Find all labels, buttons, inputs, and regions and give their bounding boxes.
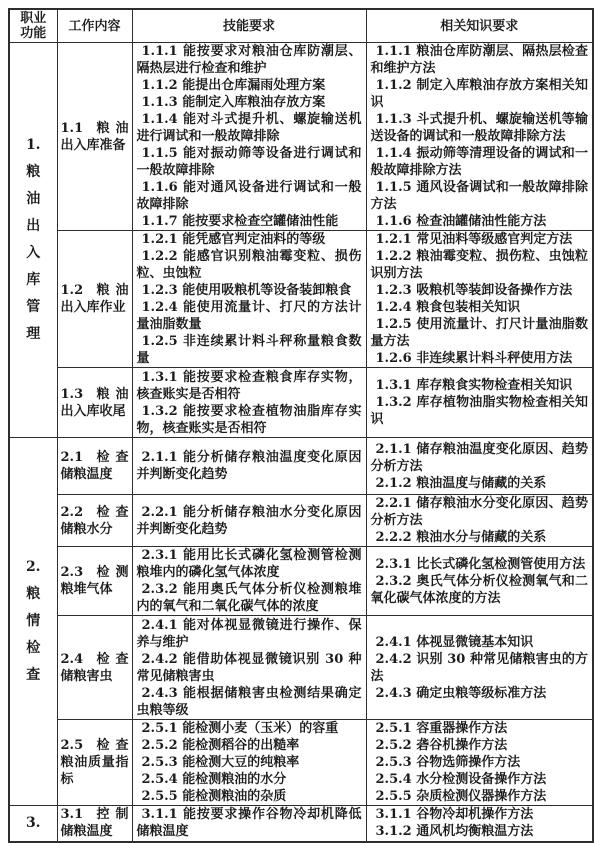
knowledge-item: 1.3.1 库存粮食实物检查相关知识 bbox=[375, 378, 573, 393]
table-row bbox=[9, 547, 593, 616]
work-name: 控制储粮温度 bbox=[60, 807, 129, 840]
skills-cell-2-1 bbox=[132, 438, 366, 495]
table-row bbox=[9, 438, 593, 495]
knowledge-cell-2-2 bbox=[366, 495, 593, 547]
work-name: 粮油出入库作业 bbox=[60, 283, 129, 315]
knowledge-item: 2.4.1 体视显微镜基本知识 bbox=[375, 634, 534, 650]
header-function-label: 职业功能 bbox=[20, 11, 47, 41]
table-row bbox=[9, 720, 593, 806]
function-cell-3 bbox=[9, 806, 57, 842]
work-number: 3.1 bbox=[60, 807, 84, 823]
knowledge-item: 2.5.4 水分检测设备操作方法 bbox=[375, 772, 547, 787]
skill-item: 2.5.5 能检测粮油的杂质 bbox=[141, 789, 287, 804]
knowledge-item: 1.1.4 振动筛等清理设备的调试和一般故障排除方法 bbox=[370, 146, 588, 178]
knowledge-item: 2.1.1 储存粮油温度变化原因、趋势分析方法 bbox=[370, 441, 588, 474]
skills-cell-2-5 bbox=[132, 720, 366, 806]
skill-item: 1.2.1 能凭感官判定油料的等级 bbox=[141, 232, 326, 247]
work-number: 2.3 bbox=[60, 565, 84, 580]
skill-item: 3.1.1 能按要求操作谷物冷却机降低储粮温度 bbox=[136, 807, 362, 840]
work-name: 检查储粮水分 bbox=[60, 504, 129, 537]
skill-requirements-table bbox=[8, 8, 594, 843]
skill-item: 1.2.3 能使用吸粮机等设备装卸粮食 bbox=[141, 283, 352, 298]
knowledge-item: 2.1.2 粮油温度与储藏的关系 bbox=[375, 475, 547, 491]
work-number: 1.2 bbox=[60, 283, 84, 298]
knowledge-item: 1.2.2 粮油霉变粒、损伤粒、虫蚀粒识别方法 bbox=[370, 249, 588, 281]
knowledge-item: 1.2.6 非连续累计料斗秤使用方法 bbox=[375, 351, 573, 366]
skill-item: 1.1.1 能按要求对粮油仓库防潮层、隔热层进行检查和维护 bbox=[136, 44, 362, 76]
header-row bbox=[9, 9, 593, 43]
knowledge-cell-2-3 bbox=[366, 547, 593, 616]
knowledge-item: 1.2.5 使用流量计、打尺计量油脂数量方法 bbox=[370, 317, 588, 349]
work-name: 检查储粮温度 bbox=[60, 450, 129, 482]
skill-item: 1.1.5 能对振动筛等设备进行调试和一般故障排除 bbox=[136, 146, 362, 178]
function-cell-2 bbox=[9, 438, 57, 806]
skill-item: 1.3.2 能按要求检查植物油脂库存实物，核查账实是否相符 bbox=[136, 403, 362, 436]
knowledge-cell-1-3 bbox=[366, 368, 593, 438]
skill-item: 2.2.1 能分析储存粮油水分变化原因并判断变化趋势 bbox=[136, 504, 362, 537]
table-row bbox=[9, 806, 593, 842]
knowledge-item: 2.5.5 杂质检测仪器操作方法 bbox=[375, 789, 547, 804]
function-label-1: 1.粮油出入库管理 bbox=[25, 137, 41, 342]
knowledge-item: 1.1.5 通风设备调试和一般故障排除方法 bbox=[370, 180, 588, 212]
work-cell-2-4 bbox=[57, 616, 132, 720]
header-cell-skills: 技能要求 bbox=[132, 9, 366, 43]
function-label-2: 2.粮情检查 bbox=[25, 559, 41, 683]
work-cell-1-3 bbox=[57, 368, 132, 438]
work-number: 2.5 bbox=[60, 738, 84, 753]
knowledge-item: 2.2.1 储存粮油水分变化原因、趋势分析方法 bbox=[370, 496, 588, 528]
knowledge-cell-1-1 bbox=[366, 43, 593, 231]
work-name: 粮油出入库收尾 bbox=[60, 386, 129, 419]
skills-cell-3-1 bbox=[132, 806, 366, 842]
knowledge-item: 1.2.1 常见油料等级感官判定方法 bbox=[375, 232, 573, 247]
knowledge-item: 2.3.1 比长式磷化氢检测管使用方法 bbox=[375, 556, 586, 572]
work-name: 检测粮堆气体 bbox=[60, 565, 129, 597]
knowledge-item: 1.1.3 斗式提升机、螺旋输送机等输送设备的调试和一般故障排除方法 bbox=[370, 112, 588, 144]
skills-cell-1-1 bbox=[132, 43, 366, 231]
skill-item: 2.5.3 能检测大豆的纯粮率 bbox=[141, 755, 300, 770]
skill-item: 1.1.4 能对斗式提升机、螺旋输送机进行调试和一般故障排除 bbox=[136, 112, 362, 144]
header-cell-knowledge: 相关知识要求 bbox=[366, 9, 593, 43]
knowledge-item: 1.1.6 检查油罐储油性能方法 bbox=[375, 214, 547, 229]
work-cell-2-2 bbox=[57, 495, 132, 547]
skill-item: 2.5.4 能检测粮油的水分 bbox=[141, 772, 287, 787]
skill-item: 1.2.5 非连续累计料斗秤称量粮食数量 bbox=[136, 334, 362, 366]
work-number: 2.1 bbox=[60, 450, 84, 465]
function-label-3: 3. bbox=[25, 814, 41, 831]
skill-item: 1.1.7 能按要求检查空罐储油性能 bbox=[141, 214, 339, 229]
work-number: 2.2 bbox=[60, 504, 84, 520]
knowledge-item: 3.1.1 谷物冷却机操作方法 bbox=[375, 807, 534, 823]
table-row bbox=[9, 616, 593, 720]
skill-item: 1.1.3 能制定入库粮油存放方案 bbox=[141, 95, 326, 110]
knowledge-cell-1-2 bbox=[366, 231, 593, 368]
knowledge-item: 2.5.2 砻谷机操作方法 bbox=[375, 738, 508, 753]
skill-item: 1.3.1 能按要求检查粮食库存实物，核查账实是否相符 bbox=[136, 369, 362, 402]
knowledge-cell-2-1 bbox=[366, 438, 593, 495]
knowledge-item: 1.2.3 吸粮机等装卸设备操作方法 bbox=[375, 283, 573, 298]
standard-table-page bbox=[8, 8, 594, 843]
skills-cell-2-4 bbox=[132, 616, 366, 720]
knowledge-item: 2.4.3 确定虫粮等级标准方法 bbox=[375, 685, 547, 701]
knowledge-item: 3.1.2 通风机均衡粮温方法 bbox=[375, 824, 534, 840]
knowledge-item: 1.3.2 库存植物油脂实物检查相关知识 bbox=[370, 395, 588, 427]
header-cell-function bbox=[9, 9, 57, 43]
skill-item: 1.1.2 能提出仓库漏雨处理方案 bbox=[141, 78, 326, 93]
knowledge-item: 2.5.3 谷物选筛操作方法 bbox=[375, 755, 521, 770]
work-cell-1-1 bbox=[57, 43, 132, 231]
table-row bbox=[9, 231, 593, 368]
skill-item: 2.3.1 能用比长式磷化氢检测管检测粮堆内的磷化氢气体浓度 bbox=[136, 548, 362, 580]
header-cell-work: 工作内容 bbox=[57, 9, 132, 43]
knowledge-item: 2.4.2 识别 30 种常见储粮害虫的方法 bbox=[370, 651, 588, 684]
work-name: 检查储粮害虫 bbox=[60, 651, 129, 684]
work-name: 检查粮油质量指标 bbox=[60, 738, 129, 787]
skill-item: 1.2.4 能使用流量计、打尺的方法计量油脂数量 bbox=[136, 300, 362, 332]
work-name: 粮油出入库准备 bbox=[60, 120, 129, 153]
work-number: 1.1 bbox=[60, 120, 84, 136]
skill-item: 2.1.1 能分析储存粮油温度变化原因并判断变化趋势 bbox=[136, 450, 362, 482]
work-cell-2-1 bbox=[57, 438, 132, 495]
skill-item: 2.4.1 能对体视显微镜进行操作、保养与维护 bbox=[136, 617, 362, 650]
skill-item: 2.5.2 能检测稻谷的出糙率 bbox=[141, 738, 300, 753]
function-cell-1 bbox=[9, 43, 57, 438]
skills-cell-1-2 bbox=[132, 231, 366, 368]
table-row bbox=[9, 368, 593, 438]
knowledge-item: 2.5.1 容重器操作方法 bbox=[375, 721, 508, 736]
skills-cell-1-3 bbox=[132, 368, 366, 438]
work-cell-2-5 bbox=[57, 720, 132, 806]
skill-item: 1.1.6 能对通风设备进行调试和一般故障排除 bbox=[136, 180, 362, 212]
table-row bbox=[9, 43, 593, 231]
skill-item: 2.3.2 能用奥氏气体分析仪检测粮堆内的氧气和二氧化碳气体的浓度 bbox=[136, 582, 362, 614]
knowledge-cell-2-4 bbox=[366, 616, 593, 720]
skills-cell-2-2 bbox=[132, 495, 366, 547]
work-cell-3-1 bbox=[57, 806, 132, 842]
knowledge-item: 2.3.2 奥氏气体分析仪检测氧气和二氧化碳气体浓度的方法 bbox=[370, 573, 588, 606]
work-cell-2-3 bbox=[57, 547, 132, 616]
knowledge-item: 2.2.2 粮油水分与储藏的关系 bbox=[375, 530, 547, 545]
knowledge-cell-2-5 bbox=[366, 720, 593, 806]
skills-cell-2-3 bbox=[132, 547, 366, 616]
skill-item: 1.2.2 能感官识别粮油霉变粒、损伤粒、虫蚀粒 bbox=[136, 249, 362, 281]
knowledge-item: 1.1.2 制定入库粮油存放方案相关知识 bbox=[370, 78, 588, 110]
work-number: 2.4 bbox=[60, 651, 84, 667]
skill-item: 2.4.3 能根据储粮害虫检测结果确定虫粮等级 bbox=[136, 685, 362, 718]
work-cell-1-2 bbox=[57, 231, 132, 368]
table-row bbox=[9, 495, 593, 547]
work-number: 1.3 bbox=[60, 386, 84, 402]
knowledge-item: 1.1.1 粮油仓库防潮层、隔热层检查和维护方法 bbox=[370, 44, 588, 76]
knowledge-cell-3-1 bbox=[366, 806, 593, 842]
skill-item: 2.5.1 能检测小麦（玉米）的容重 bbox=[141, 721, 339, 736]
knowledge-item: 1.2.4 粮食包装相关知识 bbox=[375, 300, 521, 315]
skill-item: 2.4.2 能借助体视显微镜识别 30 种常见储粮害虫 bbox=[136, 651, 362, 684]
